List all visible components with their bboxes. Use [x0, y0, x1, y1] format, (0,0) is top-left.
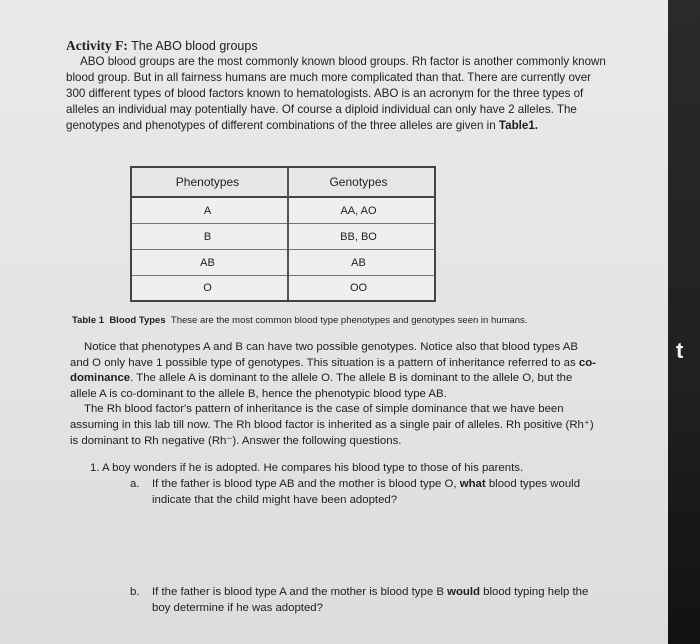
phenotype-cell: AB [200, 256, 215, 269]
activity-label: Activity F: [66, 38, 128, 53]
codominance-term: co-dominance [70, 356, 596, 385]
intro-text: ABO blood groups are the most commonly known blood groups. Rh factor is another commonly known blood group. But in all fairness humans are much more complicated than that. There are currently over 300 different types of blood factors known to hematologists. ABO is an acronym for the three types of alleles an individual may potentially have. Of course a diploid individual can only have 2 alleles. The genotypes and phenotypes of different combinations of the three alleles are given in [66, 55, 606, 132]
intro-paragraph [66, 54, 606, 134]
question-text: blood typing help the boy determine if he was adopted? [152, 586, 589, 614]
caption-number: Table 1 [72, 315, 105, 326]
rh-paragraph: The Rh blood factor's pattern of inheritance is the case of simple dominance that we have been assuming in this lab till now. The Rh blood factor is inherited as a single pair of alleles. Rh positive (Rh⁺) is dominant to Rh negative (Rh⁻). Answer the following questions. [70, 403, 594, 447]
question-emphasis: what [459, 478, 486, 490]
header-genotypes: Genotypes [329, 175, 388, 189]
activity-title: The ABO blood groups [131, 39, 258, 53]
table-row [132, 250, 434, 275]
phenotype-cell: A [203, 204, 212, 217]
table-header-row [132, 168, 434, 196]
codominance-paragraph [70, 340, 600, 402]
table-row [132, 224, 434, 249]
question-text: If the father is blood type AB and the mother is blood type O, [152, 478, 460, 490]
table-row [132, 276, 434, 300]
paragraph-text: . The allele A is dominant to the allele O. The allele B is dominant to the allele O, but the allele A is co-dominant to the allele B, hence the phenotypic blood type AB. [70, 372, 573, 400]
caption-text: These are the most common blood type phenotypes and genotypes seen in humans. [170, 315, 528, 326]
question-emphasis: would [447, 586, 480, 598]
caption-title: Blood Types [109, 315, 166, 326]
question-text: blood types would indicate that the child might have been adopted? [152, 478, 581, 506]
question-text: If the father is blood type A and the mother is blood type B [152, 586, 448, 598]
phenotype-cell: O [203, 282, 212, 294]
table-row [132, 198, 434, 223]
question-1b-label: b. [130, 586, 140, 598]
question-1a-label: a. [130, 478, 140, 490]
question-1b [152, 585, 592, 616]
activity-section [66, 38, 606, 134]
blood-type-table [130, 166, 436, 302]
background-edge [668, 0, 700, 644]
intro-table-ref: Table1. [498, 119, 539, 132]
table-caption [72, 315, 632, 326]
phenotype-cell: B [203, 230, 212, 243]
table-column-divider [287, 168, 289, 300]
paragraph-text: Notice that phenotypes A and B can have two possible genotypes. Notice also that blood types AB and O only have 1 possible type of genotypes. This situation is a pattern of inheritance referred to as [70, 341, 579, 369]
partial-letter: t [676, 338, 684, 363]
genotype-cell: AA, AO [340, 204, 377, 217]
header-phenotypes: Phenotypes [175, 175, 240, 189]
genotype-cell: BB, BO [340, 230, 377, 243]
activity-heading [66, 38, 606, 54]
genotype-cell: AB [351, 256, 366, 269]
genotype-cell: OO [349, 282, 368, 294]
question-1a [152, 477, 592, 508]
question-1: 1. A boy wonders if he is adopted. He compares his blood type to those of his parents. [90, 462, 524, 474]
explanation-section [70, 340, 600, 449]
